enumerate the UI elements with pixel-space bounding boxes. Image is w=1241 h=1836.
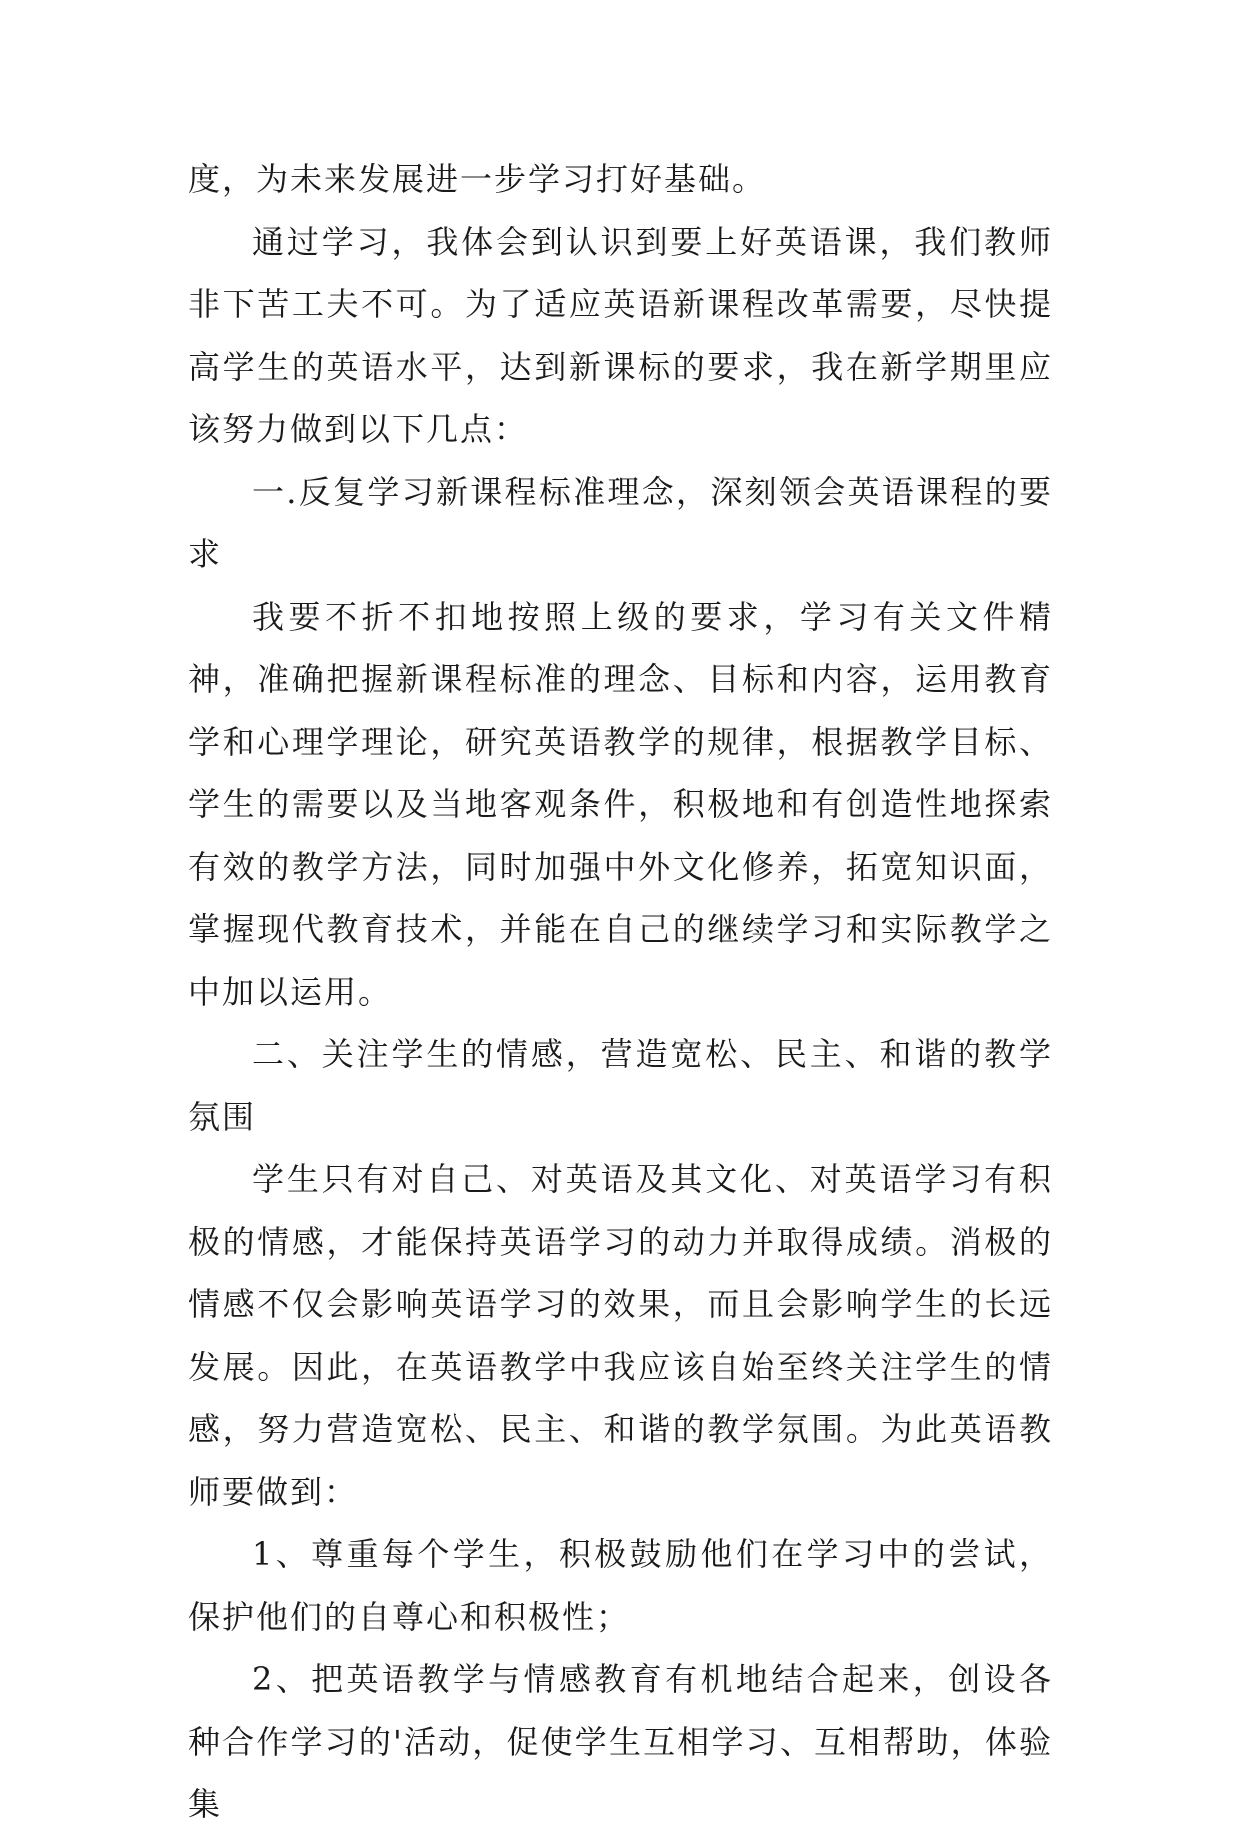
document-body	[188, 148, 1053, 1836]
paragraph: 我要不折不扣地按照上级的要求，学习有关文件精神，准确把握新课程标准的理念、目标和内容，运用教育学和心理学理论，研究英语教学的规律，根据教学目标、学生的需要以及当地客观条件，积极地和有创造性地探索有效的教学方法，同时加强中外文化修养，拓宽知识面，掌握现代教育技术，并能在自己的继续学习和实际教学之中加以运用。	[188, 597, 1053, 1011]
list-item: 2、把英语教学与情感教育有机地结合起来，创设各种合作学习的'活动，促使学生互相学习、互相帮助，体验集	[188, 1660, 1053, 1823]
paragraph: 通过学习，我体会到认识到要上好英语课，我们教师非下苦工夫不可。为了适应英语新课程改革需要，尽快提高学生的英语水平，达到新课标的要求，我在新学期里应该努力做到以下几点：	[188, 222, 1053, 448]
section-heading: 二、关注学生的情感，营造宽松、民主、和谐的教学氛围	[188, 1035, 1053, 1136]
paragraph: 学生只有对自己、对英语及其文化、对英语学习有积极的情感，才能保持英语学习的动力并取得成绩。消极的情感不仅会影响英语学习的效果，而且会影响学生的长远发展。因此，在英语教学中我应该自始至终关注学生的情感，努力营造宽松、民主、和谐的教学氛围。为此英语教师要做到：	[188, 1160, 1053, 1511]
list-item: 1、尊重每个学生，积极鼓励他们在学习中的尝试，保护他们的自尊心和积极性；	[188, 1535, 1053, 1636]
paragraph: 度，为未来发展进一步学习打好基础。	[188, 160, 767, 198]
section-heading: 一.反复学习新课程标准理念，深刻领会英语课程的要求	[188, 472, 1053, 573]
